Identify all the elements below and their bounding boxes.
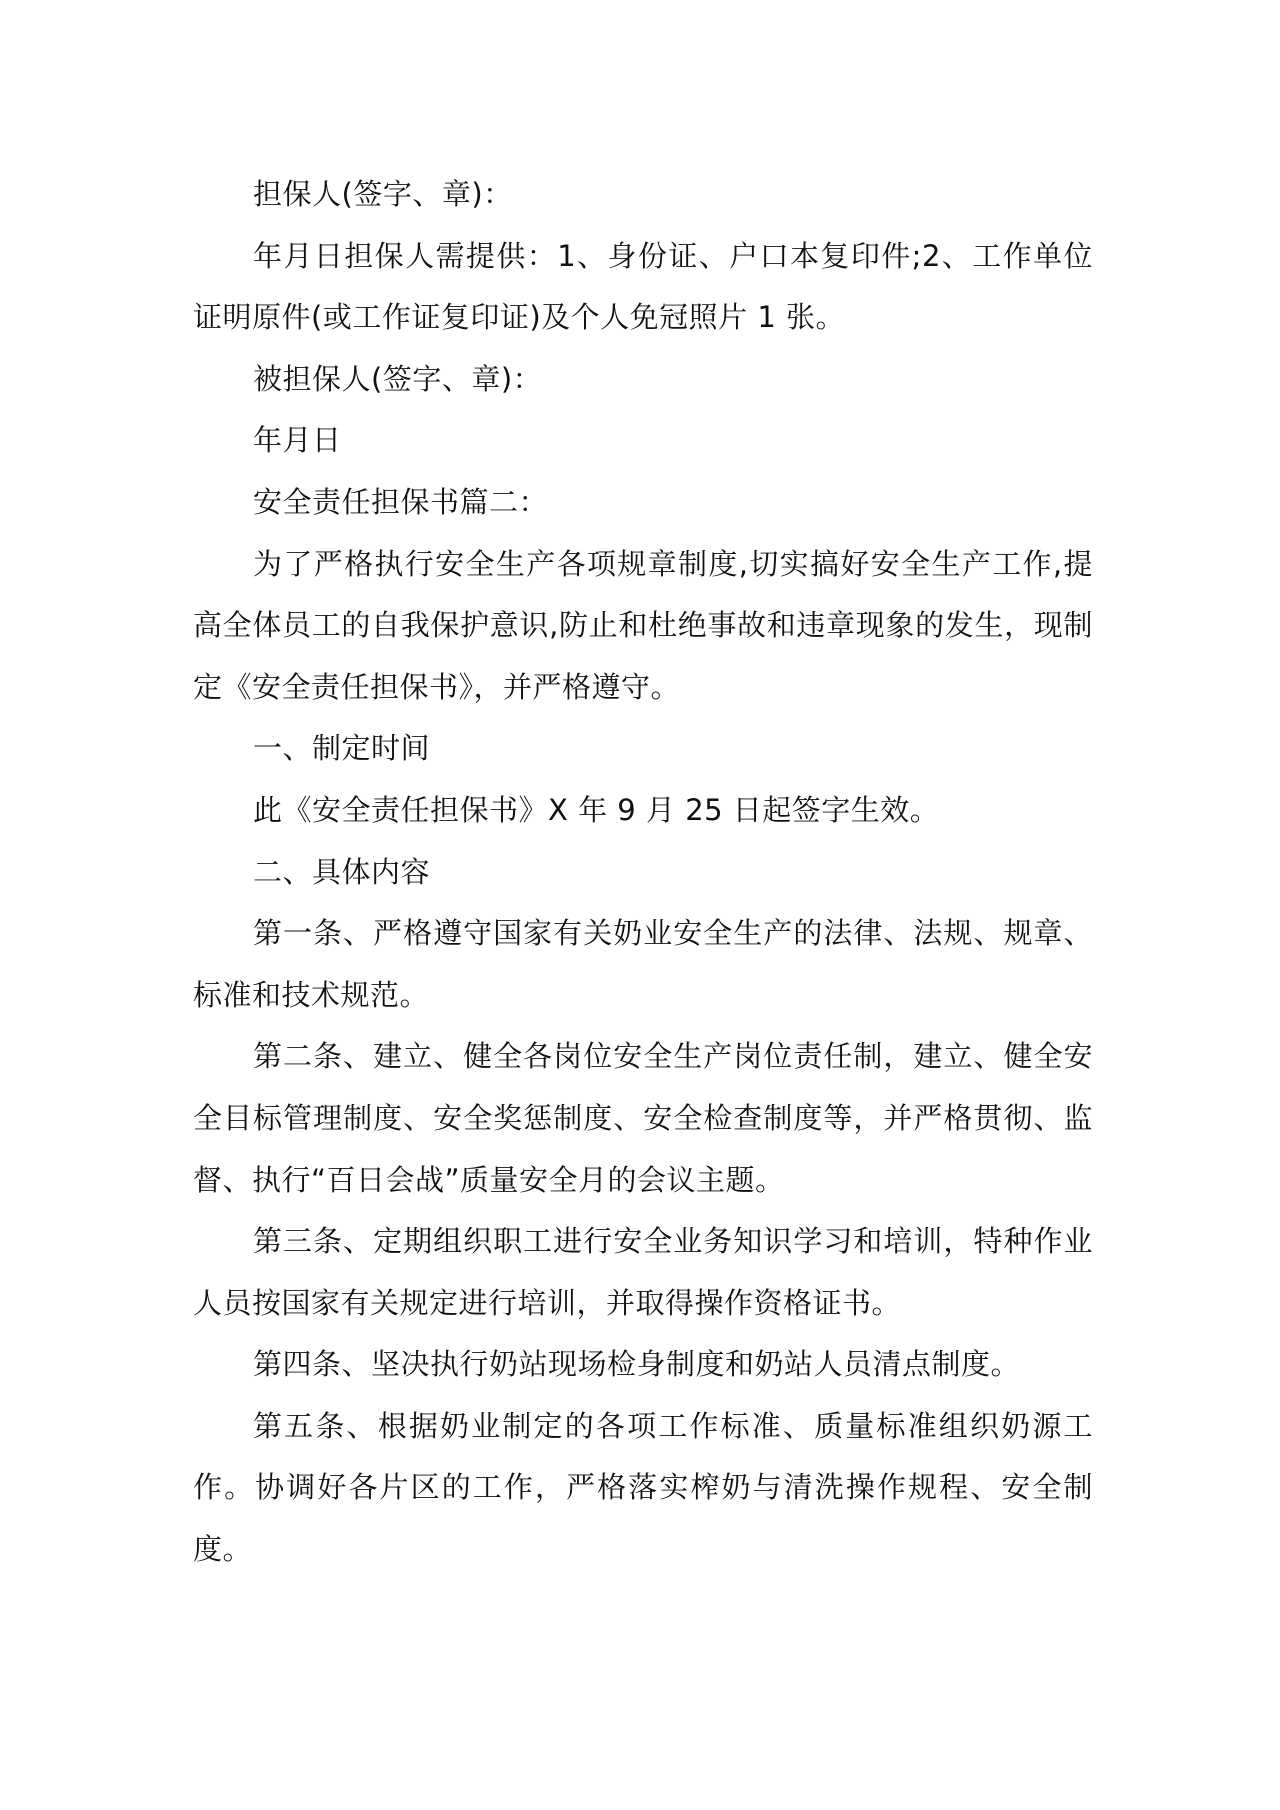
intro-paragraph: 为了严格执行安全生产各项规章制度,切实搞好安全生产工作,提高全体员工的自我保护意识,防止和杜绝事故和违章现象的发生，现制定《安全责任担保书》，并严格遵守。 (193, 546, 1093, 704)
section-heading: 安全责任担保书篇二： (253, 484, 549, 519)
article-1: 第一条、严格遵守国家有关奶业安全生产的法律、法规、规章、标准和技术规范。 (193, 916, 1093, 1012)
article-5: 第五条、根据奶业制定的各项工作标准、质量标准组织奶源工作。协调好各片区的工作，严格落实榨奶与清洗操作规程、安全制度。 (193, 1408, 1093, 1567)
effective-date-paragraph: 此《安全责任担保书》X 年 9 月 25 日起签字生效。 (253, 792, 940, 827)
subheading-content: 二、具体内容 (253, 854, 431, 889)
guaranteed-party-signature-line: 被担保人(签字、章)： (253, 361, 543, 396)
article-3: 第三条、定期组织职工进行安全业务知识学习和培训，特种作业人员按国家有关规定进行培训，并取得操作资格证书。 (193, 1224, 1093, 1320)
guarantor-requirements: 年月日担保人需提供：1、身份证、户口本复印件;2、工作单位证明原件(或工作证复印证)及个人免冠照片 1 张。 (193, 238, 1093, 335)
subheading-time: 一、制定时间 (253, 731, 431, 766)
article-2: 第二条、建立、健全各岗位安全生产岗位责任制，建立、健全安全目标管理制度、安全奖惩制度、安全检查制度等，并严格贯彻、监督、执行“百日会战”质量安全月的会议主题。 (193, 1039, 1093, 1197)
article-4: 第四条、坚决执行奶站现场检身制度和奶站人员清点制度。 (253, 1347, 1021, 1382)
date-line: 年月日 (253, 423, 342, 458)
guarantor-signature-line: 担保人(签字、章)： (253, 177, 513, 211)
document-page (193, 164, 1093, 1581)
